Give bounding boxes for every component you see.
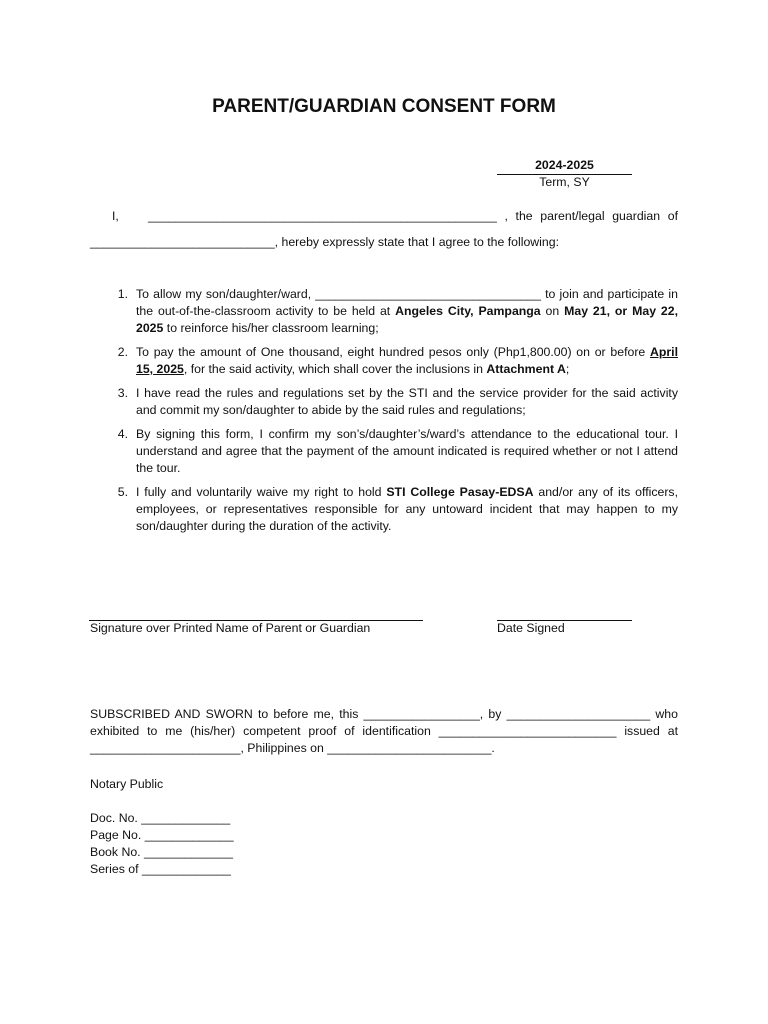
term-label: Term, SY — [539, 175, 590, 189]
notary-public-label: Notary Public — [90, 777, 164, 791]
item-number: 3. — [117, 386, 128, 400]
item-text-part: to reinforce his/her classroom learning; — [163, 321, 379, 335]
item-number: 5. — [117, 485, 128, 499]
item-text-part: To pay the amount of One thousand, eight hundred pesos only (Php1,800.00) on or before — [136, 345, 650, 359]
item-text: I have read the rules and regulations set by the STI and the service provider for the said activity and commit my son/daughter to abide by the said rules and regulations; — [136, 386, 678, 417]
signature-label: Signature over Printed Name of Parent or Guardian — [90, 621, 371, 635]
date-signed-label: Date Signed — [497, 621, 565, 635]
item-text-part: ; — [565, 362, 570, 376]
consent-item-3 — [90, 385, 678, 419]
intro-i: I, — [112, 209, 119, 223]
item-text-part: on — [540, 304, 565, 318]
consent-item-1 — [90, 286, 678, 337]
series-of-field: Series of _____________ — [90, 862, 231, 876]
intro-line-1 — [90, 208, 678, 225]
consent-item-5 — [90, 484, 678, 535]
item-text-part: and/or any of its officers, employees, or representatives responsible for any untoward incident that may happen to my son/daughter during the duration of the activity. — [136, 485, 678, 533]
item-text-part: I fully and voluntarily waive my right to hold — [136, 485, 387, 499]
item-text-part: , for the said activity, which shall cover the inclusions in — [183, 362, 487, 376]
activity-dates: May 21, or May 22, 2025 — [136, 304, 679, 335]
doc-no-field: Doc. No. _____________ — [90, 811, 231, 825]
parent-name-blank: ___________________________________________________ , the parent/legal guardian of — [148, 209, 678, 223]
item-number: 1. — [117, 287, 128, 301]
activity-location: Angeles City, Pampanga — [395, 304, 541, 318]
payment-deadline: April 15, 2025 — [136, 345, 678, 376]
consent-item-2 — [90, 344, 678, 378]
intro-line-2: ___________________________, hereby expressly state that I agree to the following: — [90, 235, 560, 249]
item-text-part: To allow my son/daughter/ward, _________________________________ to join and participate in the out-of-the-classroom activity to be held at — [136, 287, 678, 318]
school-year: 2024-2025 — [497, 157, 632, 175]
book-no-field: Book No. _____________ — [90, 845, 233, 859]
form-title: PARENT/GUARDIAN CONSENT FORM — [212, 96, 556, 117]
sworn-statement: SUBSCRIBED AND SWORN to before me, this _________________, by _____________________ who exhibited to me (his/her) competent proof of identification __________________________ issued at ______________________, Philippines on ________________________. — [90, 707, 678, 755]
item-text: By signing this form, I confirm my son’s/daughter’s/ward’s attendance to the educational tour. I understand and agree that the payment of the amount indicated is required whether or not I attend the tour. — [136, 427, 678, 475]
consent-item-4 — [90, 426, 678, 477]
item-text — [136, 484, 678, 535]
notary-doc-fields — [90, 810, 234, 878]
item-number: 2. — [117, 345, 128, 359]
attachment-ref: Attachment A — [486, 362, 566, 376]
item-number: 4. — [117, 427, 128, 441]
school-name: STI College Pasay-EDSA — [386, 485, 534, 499]
page-no-field: Page No. _____________ — [90, 828, 234, 842]
consent-list — [90, 286, 678, 542]
item-text — [136, 286, 678, 337]
item-text — [136, 344, 678, 378]
